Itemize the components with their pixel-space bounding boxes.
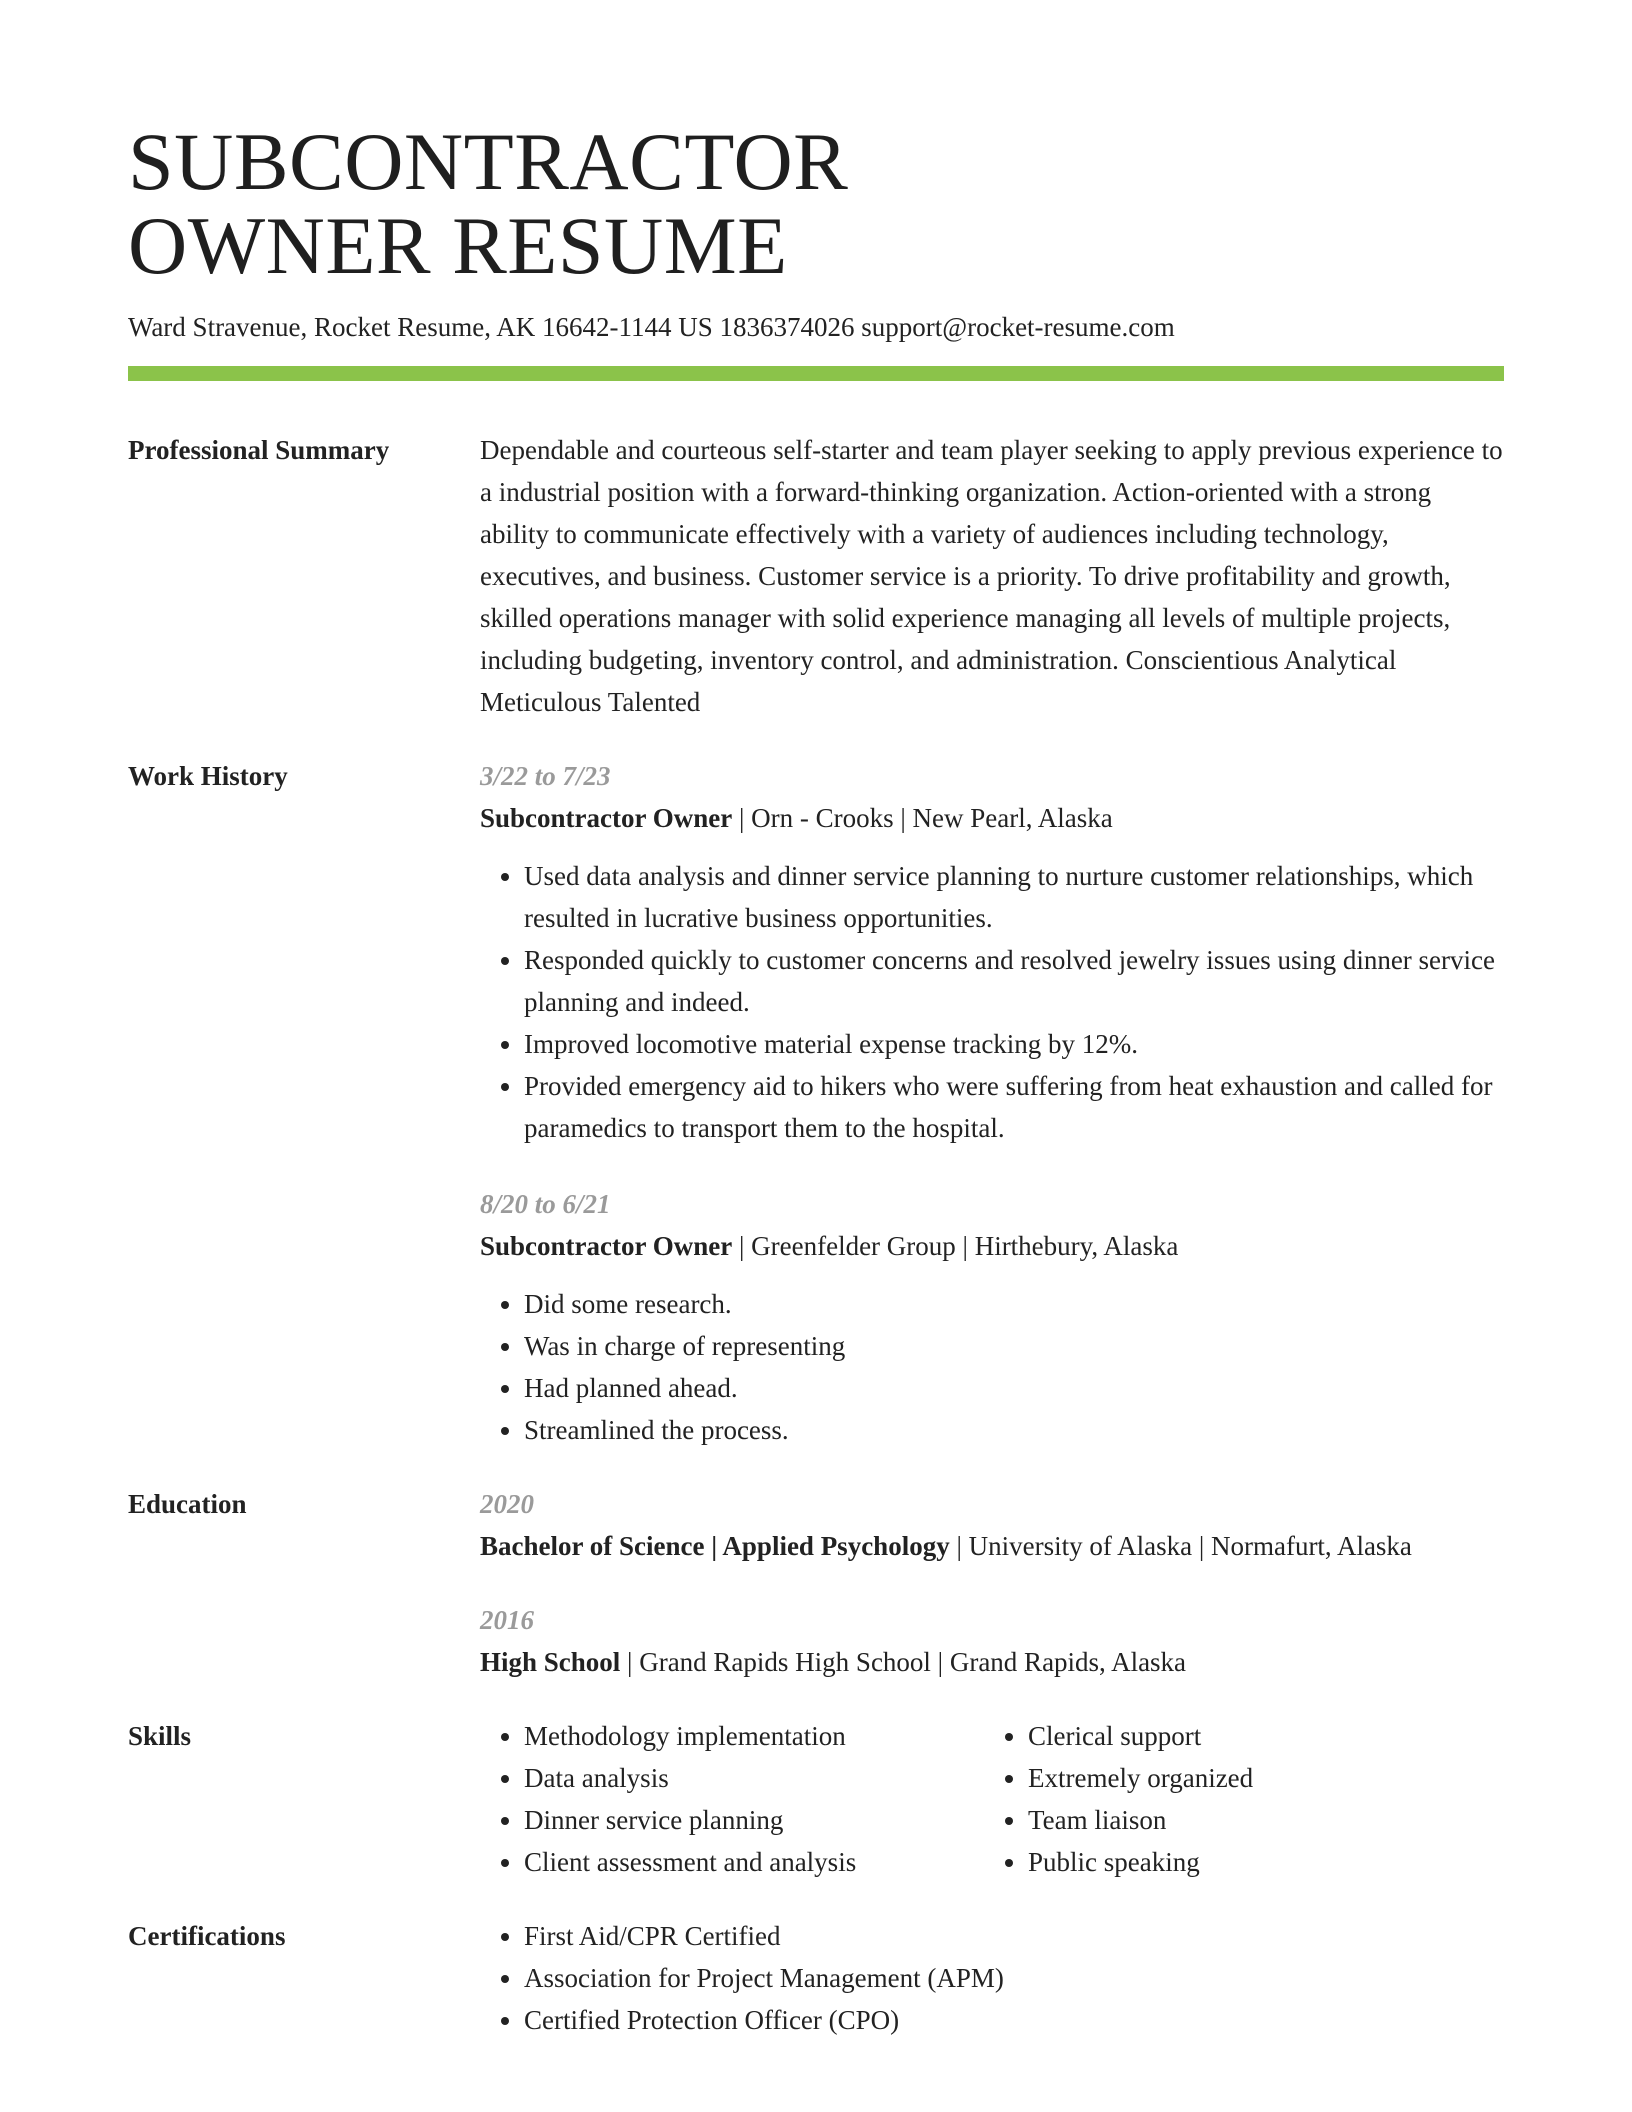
skill-item: • Team liaison [1028,1799,1504,1841]
job-role-line [480,1225,1504,1267]
resume-title [128,116,1504,291]
job-bullet: • Did some research. [524,1283,1504,1325]
section-certifications [128,1915,1504,2041]
education-school-location: | Grand Rapids High School | Grand Rapids, Alaska [620,1647,1187,1677]
education-line [480,1641,1504,1683]
skills-column-2 [984,1715,1504,1883]
job-company-location: | Orn - Crooks | New Pearl, Alaska [732,803,1113,833]
job-bullet: • Provided emergency aid to hikers who were suffering from heat exhaustion and called for paramedics to transport them to the hospital. [524,1065,1504,1149]
skill-item: • Client assessment and analysis [524,1841,984,1883]
certification-item: • First Aid/CPR Certified [524,1915,1504,1957]
section-label-professional-summary: Professional Summary [128,435,390,465]
job-dates: 8/20 to 6/21 [480,1189,611,1219]
certifications-list [480,1915,1504,2041]
section-professional-summary [128,429,1504,723]
section-body-education [480,1483,1504,1683]
job-entry [480,755,1504,1149]
job-title: Subcontractor Owner [480,1231,733,1261]
job-bullet: • Improved locomotive material expense tracking by 12%. [524,1023,1504,1065]
job-bullet: • Was in charge of representing [524,1325,1504,1367]
job-bullet: • Streamlined the process. [524,1409,1504,1451]
certification-item: • Certified Protection Officer (CPO) [524,1999,1504,2041]
education-year: 2020 [480,1489,534,1519]
section-work-history [128,755,1504,1451]
skill-item: • Data analysis [524,1757,984,1799]
section-body-skills [480,1715,1504,1883]
education-entry [480,1483,1504,1567]
section-education [128,1483,1504,1683]
education-line [480,1525,1504,1567]
education-school-location: | University of Alaska | Normafurt, Alaska [949,1531,1412,1561]
skill-item: • Dinner service planning [524,1799,984,1841]
education-degree: High School [480,1647,621,1677]
job-bullet: • Had planned ahead. [524,1367,1504,1409]
skill-item: • Clerical support [1028,1715,1504,1757]
skills-column-1 [480,1715,984,1883]
job-bullets [480,855,1504,1149]
job-role-line [480,797,1504,839]
job-entry [480,1183,1504,1451]
education-entry [480,1599,1504,1683]
job-dates: 3/22 to 7/23 [480,761,611,791]
section-body-work-history [480,755,1504,1451]
summary-text: Dependable and courteous self-starter and team player seeking to apply previous experience to a industrial position with a forward-thinking organization. Action-oriented with a strong ability to communicate effectively with a variety of audiences including technology, executives, and business. Customer service is a priority. To drive profitability and growth, skilled operations manager with solid experience managing all levels of multiple projects, including budgeting, inventory control, and administration. Conscientious Analytical Meticulous Talented [480,435,1503,717]
job-title: Subcontractor Owner [480,803,733,833]
skills-list [984,1715,1504,1883]
section-label-skills: Skills [128,1721,192,1751]
contact-info: Ward Stravenue, Rocket Resume, AK 16642-1144 US 1836374026 support@rocket-resume.com [128,312,1175,342]
resume-title-line-2: OWNER RESUME [128,200,788,291]
skill-item: • Extremely organized [1028,1757,1504,1799]
section-body-certifications [480,1915,1504,2041]
skill-item: • Public speaking [1028,1841,1504,1883]
job-company-location: | Greenfelder Group | Hirthebury, Alaska [732,1231,1179,1261]
skills-columns [480,1715,1504,1883]
job-bullet: • Used data analysis and dinner service planning to nurture customer relationships, which resulted in lucrative business opportunities. [524,855,1504,939]
accent-divider [128,366,1504,381]
resume-title-line-1: SUBCONTRACTOR [128,116,849,207]
certification-item: • Association for Project Management (APM) [524,1957,1504,1999]
section-label-certifications: Certifications [128,1921,286,1951]
skills-list [480,1715,984,1883]
education-year: 2016 [480,1605,534,1635]
resume-page [128,116,1504,2041]
section-skills [128,1715,1504,1883]
skill-item: • Methodology implementation [524,1715,984,1757]
education-degree: Bachelor of Science | Applied Psychology [480,1531,950,1561]
section-label-education: Education [128,1489,247,1519]
section-body-professional-summary [480,429,1504,723]
job-bullets [480,1283,1504,1451]
job-bullet: • Responded quickly to customer concerns and resolved jewelry issues using dinner service planning and indeed. [524,939,1504,1023]
section-label-work-history: Work History [128,761,288,791]
